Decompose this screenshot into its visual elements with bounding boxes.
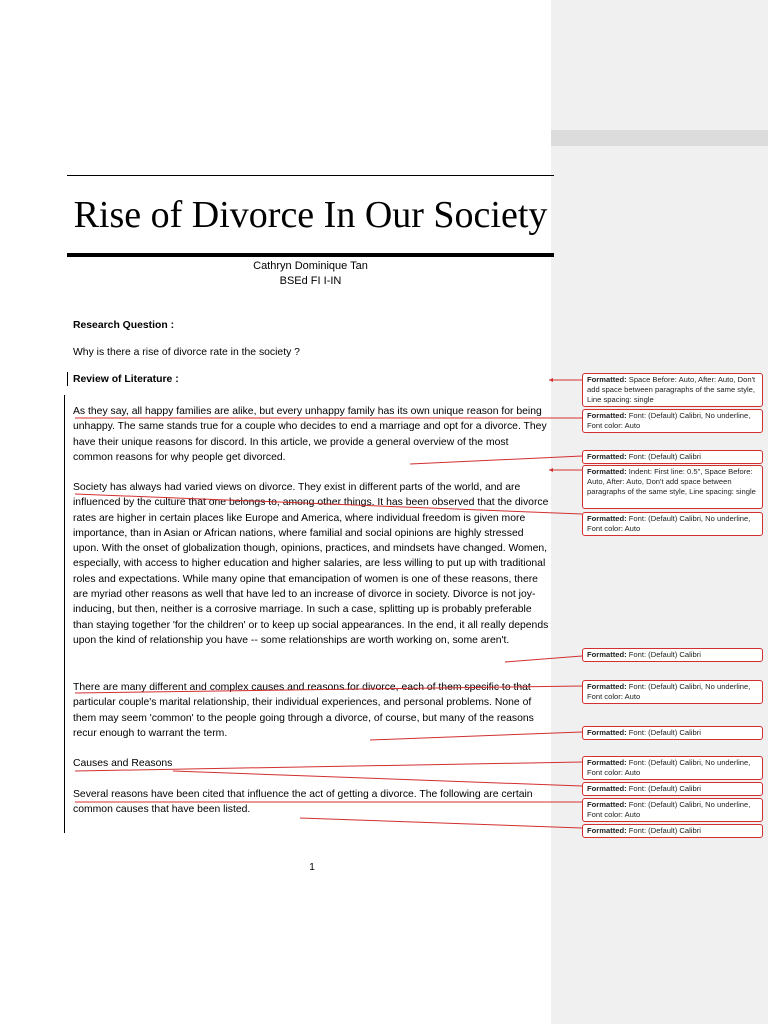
review-heading[interactable]: Review of Literature : xyxy=(73,374,179,385)
balloon-label: Formatted: xyxy=(587,411,627,420)
balloon-text: Font: (Default) Calibri, No underline, Font color: Auto xyxy=(587,514,751,533)
text-cursor xyxy=(67,372,68,386)
comment-balloon[interactable] xyxy=(582,782,763,796)
research-question-text[interactable]: Why is there a rise of divorce rate in the society ? xyxy=(73,347,300,358)
balloon-text: Font: (Default) Calibri xyxy=(626,784,701,793)
comment-balloon[interactable] xyxy=(582,648,763,662)
research-question-heading[interactable]: Research Question : xyxy=(73,320,175,331)
title-top-rule xyxy=(67,175,554,176)
title-bottom-rule xyxy=(67,253,554,257)
balloon-text: Font: (Default) Calibri, No underline, Font color: Auto xyxy=(587,800,751,819)
balloon-text: Font: (Default) Calibri xyxy=(626,826,701,835)
comment-balloon[interactable] xyxy=(582,450,763,464)
paragraph-2[interactable]: Society has always had varied views on divorce. They exist in different parts of the world, and are influenced by the culture that one belongs to, among other things. It has been observed that the divorce rates are higher in certain places like Europe and America, where individual freedom is given more importance, than in Asian or African nations, where familial and social opinions are highly stressed upon. With the onset of globalization though, opinions, practices, and mindsets have changed. Women, especially, with access to higher education and higher salaries, are less willing to put up with traditional roles and expectations. While many opine that emancipation of women is one of these reasons, there are myriad other reasons as well that have led to an increase of divorce in society. Divorce is not joy-inducing, but then, neither is a corrosive marriage. In such a case, splitting up is probably preferable than staying together 'for the children' or to keep up social appearances. In the end, it all really depends upon the kind of relationship you have -- some relationships are worth working on, some aren't. xyxy=(73,482,549,646)
paragraph-3[interactable]: There are many different and complex causes and reasons for divorce, each of them specific to that particular couple's marital relationship, their individual experiences, and personal problems. None of them may seem 'common' to the people going through a divorce, of course, but many of the reasons recur enough to warrant the term. xyxy=(73,682,534,739)
comment-balloon[interactable] xyxy=(582,373,763,407)
comment-balloon[interactable] xyxy=(582,512,763,536)
balloon-label: Formatted: xyxy=(587,826,627,835)
leader-line xyxy=(173,771,582,786)
balloon-text: Font: (Default) Calibri xyxy=(626,728,701,737)
comment-balloon[interactable] xyxy=(582,756,763,780)
balloon-label: Formatted: xyxy=(587,758,627,767)
comment-balloon[interactable] xyxy=(582,680,763,704)
balloon-label: Formatted: xyxy=(587,514,627,523)
balloon-text: Font: (Default) Calibri xyxy=(626,452,701,461)
leader-line xyxy=(300,818,582,828)
comments-pane-header xyxy=(551,130,768,146)
balloon-text: Font: (Default) Calibri, No underline, Font color: Auto xyxy=(587,411,751,430)
balloon-text: Font: (Default) Calibri, No underline, Font color: Auto xyxy=(587,758,751,777)
balloon-text: Space Before: Auto, After: Auto, Don't add space between paragraphs of the same style, Line spacing: single xyxy=(587,375,756,404)
balloon-label: Formatted: xyxy=(587,467,627,476)
comment-balloon[interactable] xyxy=(582,824,763,838)
comment-balloon[interactable] xyxy=(582,465,763,509)
course-label[interactable]: BSEd FI I-IN xyxy=(279,275,342,287)
change-bar xyxy=(64,395,65,833)
balloon-text: Indent: First line: 0.5", Space Before: Auto, After: Auto, Don't add space between paragraphs of the same style, Line spacing: single xyxy=(587,467,756,496)
paragraph-4[interactable]: Several reasons have been cited that influence the act of getting a divorce. The following are certain common causes that have been listed. xyxy=(73,789,533,816)
balloon-label: Formatted: xyxy=(587,375,627,384)
causes-heading[interactable]: Causes and Reasons xyxy=(73,758,173,769)
paragraph-1[interactable]: As they say, all happy families are alike, but every unhappy family has its own unique reason for being unhappy. The same stands true for a couple who decides to end a marriage and opt for a divorce. They have their unique reasons for discord. In this article, we provide a general overview of the most common reasons for why people get divorced. xyxy=(73,406,547,463)
balloon-text: Font: (Default) Calibri xyxy=(626,650,701,659)
balloon-label: Formatted: xyxy=(587,728,627,737)
comment-balloon[interactable] xyxy=(582,726,763,740)
balloon-text: Font: (Default) Calibri, No underline, Font color: Auto xyxy=(587,682,751,701)
balloon-label: Formatted: xyxy=(587,784,627,793)
author-name[interactable]: Cathryn Dominique Tan xyxy=(253,260,368,272)
comment-balloon[interactable] xyxy=(582,798,763,822)
balloon-label: Formatted: xyxy=(587,682,627,691)
balloon-label: Formatted: xyxy=(587,452,627,461)
comment-balloon[interactable] xyxy=(582,409,763,433)
document-title[interactable]: Rise of Divorce In Our Society xyxy=(73,194,548,236)
balloon-label: Formatted: xyxy=(587,800,627,809)
page-number: 1 xyxy=(309,862,315,873)
balloon-label: Formatted: xyxy=(587,650,627,659)
